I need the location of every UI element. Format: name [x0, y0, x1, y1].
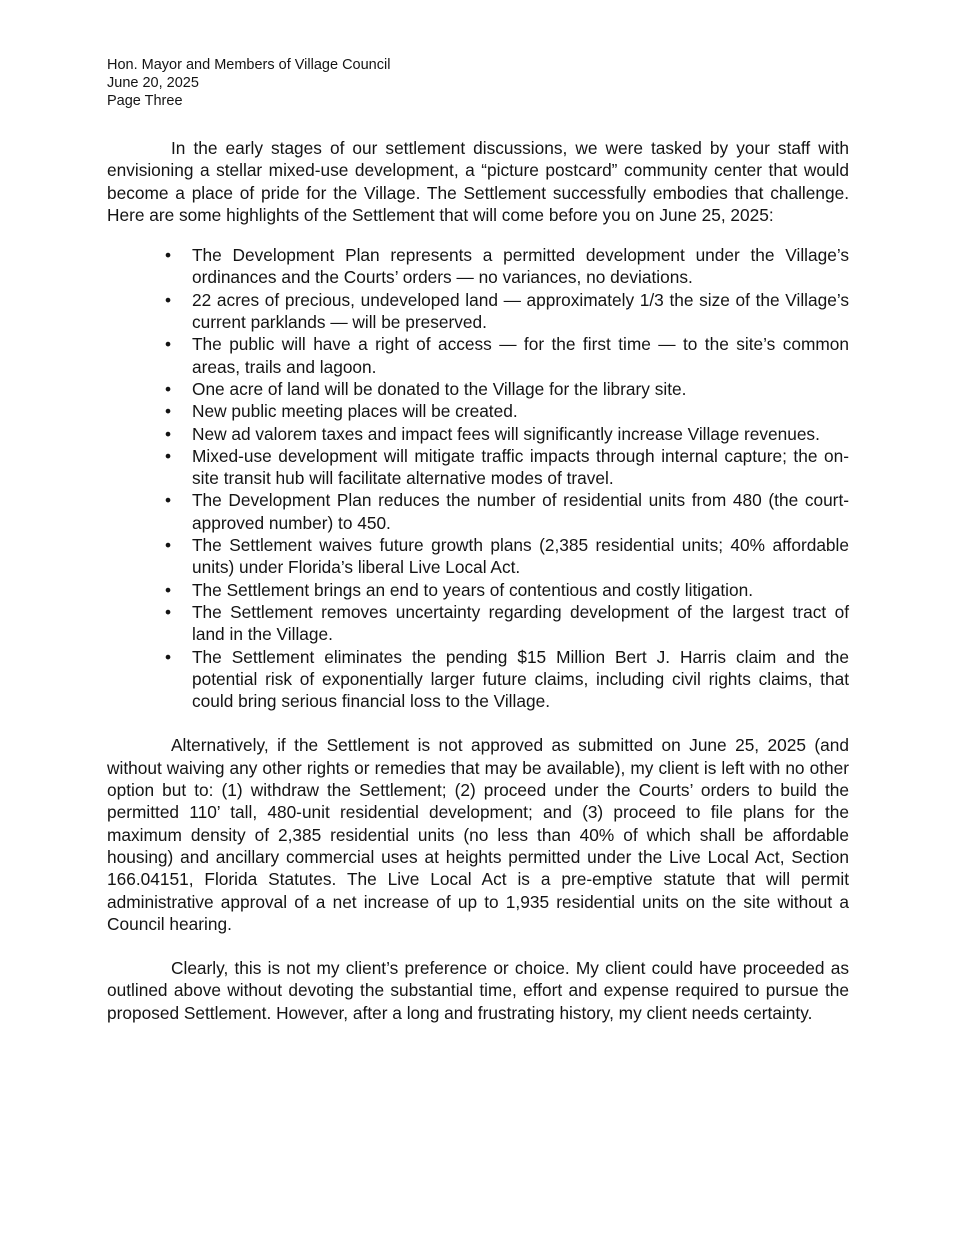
letter-body	[107, 137, 849, 1024]
highlight-text: Mixed-use development will mitigate traffic impacts through internal capture; the on-site transit hub will facilitate alternative modes of travel.	[192, 445, 849, 489]
highlights-list	[107, 244, 849, 712]
bullet-icon: •	[164, 490, 172, 511]
highlight-text: 22 acres of precious, undeveloped land — approximately 1/3 the size of the Village’s current parklands — will be preserved.	[192, 289, 849, 333]
highlight-item	[164, 400, 849, 422]
highlight-text: The public will have a right of access — for the first time — to the site’s common areas, trails and lagoon.	[192, 334, 849, 377]
bullet-icon: •	[164, 646, 172, 667]
bullet-icon: •	[164, 378, 172, 399]
bullet-icon: •	[164, 334, 172, 355]
highlight-item	[164, 489, 849, 534]
highlight-text: New public meeting places will be created.	[192, 401, 518, 422]
highlight-item	[164, 646, 849, 713]
bullet-icon: •	[164, 401, 172, 422]
recipient-line: Hon. Mayor and Members of Village Council	[107, 57, 391, 73]
highlight-text: New ad valorem taxes and impact fees will significantly increase Village revenues.	[192, 423, 820, 444]
highlight-item	[164, 423, 849, 445]
bullet-icon: •	[164, 601, 172, 622]
highlight-text: The Settlement brings an end to years of contentious and costly litigation.	[192, 579, 754, 600]
bullet-icon: •	[164, 445, 172, 466]
date-line: June 20, 2025	[107, 75, 199, 91]
highlight-item	[164, 601, 849, 646]
alternative-paragraph: Alternatively, if the Settlement is not approved as submitted on June 25, 2025 (and without waiving any other rights or remedies that may be available), my client is left with no other option but to: (1) withdraw the Settlement; (2) proceed under the Courts’ orders to build the permitted 110’ tall, 480-unit residential development; and (3) proceed to file plans for the maximum density of 2,385 residential units (no less than 40% of which shall be affordable housing) and ancillary commercial uses at heights permitted under the Live Local Act, Section 166.04151, Florida Statutes. The Live Local Act is a pre-emptive statute that will permit administrative approval of a net increase of up to 1,935 residential units on the site without a Council hearing.	[107, 735, 849, 934]
highlight-item	[164, 289, 849, 334]
highlight-text: The Settlement eliminates the pending $15 Million Bert J. Harris claim and the potential risk of exponentially larger future claims, including civil rights claims, that could bring serious financial loss to the Village.	[192, 646, 849, 712]
highlight-item	[164, 333, 849, 378]
highlight-item	[164, 579, 849, 601]
intro-paragraph: In the early stages of our settlement discussions, we were tasked by your staff with envisioning a stellar mixed-use development, a “picture postcard” community center that would become a place of pride for the Village. The Settlement successfully embodies that challenge. Here are some highlights of the Settlement that will come before you on June 25, 2025:	[107, 138, 849, 225]
highlight-item	[164, 445, 849, 490]
bullet-icon: •	[164, 579, 172, 600]
highlight-text: The Development Plan reduces the number of residential units from 480 (the court-approved number) to 450.	[192, 490, 849, 533]
highlight-text: The Settlement removes uncertainty regarding development of the largest tract of land in the Village.	[192, 601, 849, 645]
highlight-item	[164, 244, 849, 289]
highlight-text: One acre of land will be donated to the Village for the library site.	[192, 378, 687, 399]
page-number-line: Page Three	[107, 93, 183, 109]
highlight-text: The Development Plan represents a permitted development under the Village’s ordinances and the Courts’ orders — no variances, no deviations.	[192, 245, 849, 288]
bullet-icon: •	[164, 245, 172, 266]
letter-header	[107, 56, 390, 110]
highlight-item	[164, 378, 849, 400]
highlight-item	[164, 534, 849, 579]
bullet-icon: •	[164, 423, 172, 444]
closing-paragraph: Clearly, this is not my client’s preference or choice. My client could have proceeded as outlined above without devoting the substantial time, effort and expense required to pursue the proposed Settlement. However, after a long and frustrating history, my client needs certainty.	[107, 958, 849, 1023]
bullet-icon: •	[164, 289, 172, 310]
highlight-text: The Settlement waives future growth plans (2,385 residential units; 40% affordable units) under Florida’s liberal Live Local Act.	[192, 535, 849, 578]
bullet-icon: •	[164, 535, 172, 556]
